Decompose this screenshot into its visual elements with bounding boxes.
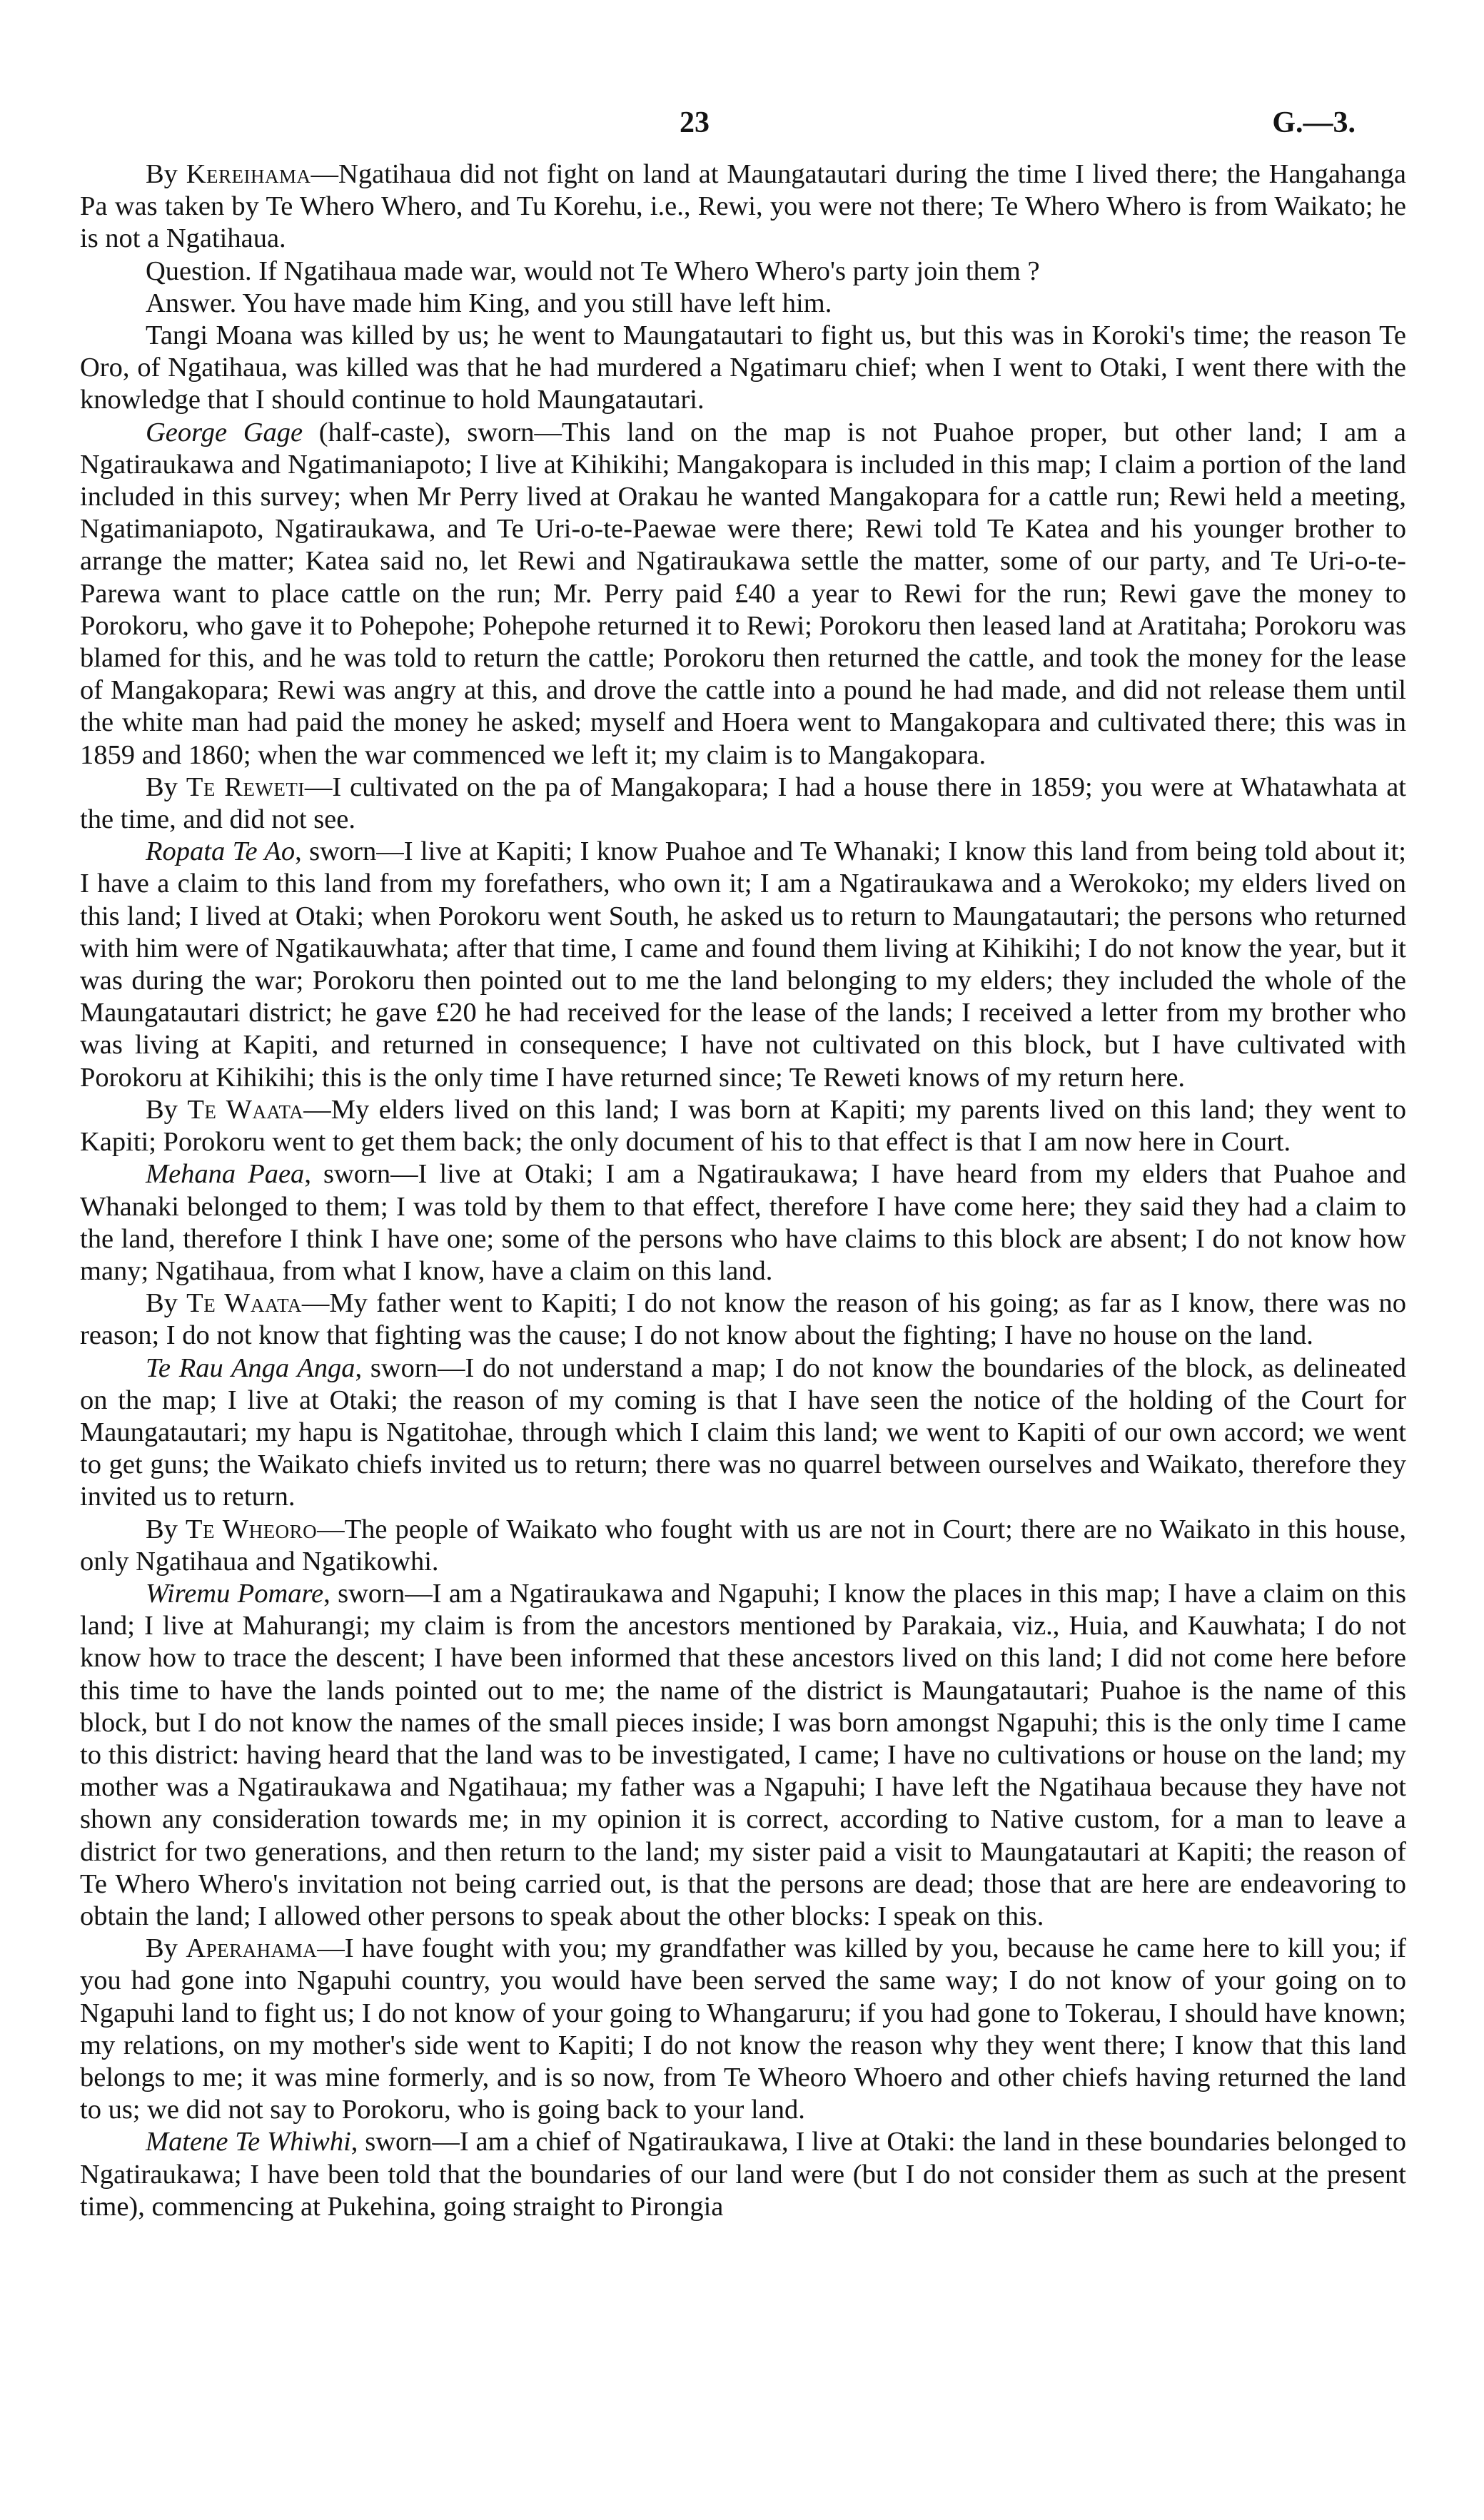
testimony-paragraph: Answer. You have made him King, and you still have left him. xyxy=(146,288,832,318)
speaker-name: Te Waata xyxy=(186,1288,302,1319)
testimony-paragraph: George Gage (half-caste), sworn—This land on the map is not Puahoe proper, but other land; I am a Ngatiraukawa and Ngatimaniapoto; I live at Kihikihi; Mangakopara is included in this map; I claim a portion of the land included in this survey; when Mr Perry lived at Orakau he wanted Mangakopara for a cattle run; Rewi held a meeting, Ngatimaniapoto, Ngatiraukawa, and Te Uri-o-te-Paewae were there; Rewi told Te Katea and his younger brother to arrange the matter; Katea said no, let Rewi and Ngatiraukawa settle the matter, some of our party, and Te Uri-o-te-Parewa want to place cattle on the run; Mr. Perry paid £40 a year to Rewi for the run; Rewi gave the money to Porokoru, who gave it to Pohepohe; Pohepohe returned it to Rewi; Porokoru then leased land at Aratitaha; Porokoru was blamed for this, and he was told to return the cattle; Porokoru then returned the cattle, and took the money for the lease of Mangakopara; Rewi was angry at this, and drove the cattle into a pound he had made, and did not release them until the white man had paid the money he asked; myself and Hoera went to Mangakopara and cultivated there; this was in 1859 and 1860; when the war commenced we left it; my claim is to Mangakopara. xyxy=(80,417,1406,770)
speaker-name: Kereihama xyxy=(186,159,311,189)
testimony-paragraph: Te Rau Anga Anga, sworn—I do not understand a map; I do not know the boundaries of the block, as delineated on the map; I live at Otaki; the reason of my coming is that I have seen the notice of the holding of the Court for Maungatautari; my hapu is Ngatitohae, through which I claim this land; we went to Kapiti of our own accord; we went to get guns; the Waikato chiefs invited us to return; there was no quarrel between ourselves and Waikato, therefore they invited us to return. xyxy=(80,1352,1406,1512)
testimony-paragraph: By Te Waata—My elders lived on this land; I was born at Kapiti; my parents lived on this land; they went to Kapiti; Porokoru went to get them back; the only document of his to that effect is that I am now here in Court. xyxy=(80,1094,1406,1158)
testimony-paragraph: Mehana Paea, sworn—I live at Otaki; I am a Ngatiraukawa; I have heard from my elders that Puahoe and Whanaki belonged to them; I was told by them to that effect, therefore I have come here; they said they had a claim to the land, therefore I think I have one; some of the persons who have claims to this block are absent; I do not know how many; Ngatihaua, from what I know, have a claim on this land. xyxy=(80,1159,1406,1286)
speaker-name: Te Reweti xyxy=(186,771,305,802)
testimony-paragraph: Wiremu Pomare, sworn—I am a Ngatiraukawa and Ngapuhi; I know the places in this map; I have a claim on this land; I live at Mahurangi; my claim is from the ancestors mentioned by Parakaia, viz., Huia, and Kauwhata; I do not know how to trace the descent; I have been informed that these ancestors lived on this land; I did not come here before this time to have the lands pointed out to me; the name of the district is Maungatautari; Puahoe is the name of this block, but I do not know the names of the small pieces inside; I was born amongst Ngapuhi; this is the only time I came to this district: having heard that the land was to be investigated, I came; I have no cultivations or house on the land; my mother was a Ngatiraukawa and Ngatihaua; my father was a Ngapuhi; I have left the Ngatihaua because they have not shown any consideration towards me; in my opinion it is correct, according to Native custom, for a man to leave a district for two generations, and then return to the land; my sister paid a visit to Maungatautari at Kapiti; the reason of Te Whero Whero's invitation not being carried out, is that the persons are dead; those that are here are endeavoring to obtain the land; I allowed other persons to speak about the other blocks: I speak on this. xyxy=(80,1578,1406,1931)
witness-name: George Gage xyxy=(146,417,303,447)
document-body xyxy=(80,158,1406,2223)
testimony-paragraph: By Te Wheoro—The people of Waikato who fought with us are not in Court; there are no Waikato in this house, only Ngatihaua and Ngatikowhi. xyxy=(80,1514,1406,1577)
page-number: 23 xyxy=(680,106,710,139)
document-reference: G.—3. xyxy=(1272,106,1356,139)
testimony-paragraph: By Aperahama—I have fought with you; my grandfather was killed by you, because he came here to kill you; if you had gone into Ngapuhi country, you would have been served the same way; I do not know of your going on to Ngapuhi land to fight us; I do not know of your going to Whangaruru; if you had gone to Tokerau, I should have known; my relations, on my mother's side went to Kapiti; I do not know the reason why they went there; I know that this land belongs to me; it was mine formerly, and is so now, from Te Wheoro Whoero and other chiefs having returned the land to us; we did not say to Porokoru, who is going back to your land. xyxy=(80,1933,1406,2125)
speaker-name: Aperahama xyxy=(186,1933,318,1964)
witness-name: Matene Te Whiwhi xyxy=(146,2127,351,2157)
witness-name: Ropata Te Ao xyxy=(146,836,296,867)
testimony-paragraph: By Te Waata—My father went to Kapiti; I do not know the reason of his going; as far as I know, there was no reason; I do not know that fighting was the cause; I do not know about the fighting; I have no house on the land. xyxy=(80,1288,1406,1351)
speaker-name: Te Wheoro xyxy=(185,1514,318,1544)
witness-name: Wiremu Pomare xyxy=(146,1578,324,1609)
testimony-paragraph: Tangi Moana was killed by us; he went to Maungatautari to fight us, but this was in Koroki's time; the reason Te Oro, of Ngatihaua, was killed was that he had murdered a Ngatimaru chief; when I went to Otaki, I went there with the knowledge that I should continue to hold Maungatautari. xyxy=(80,320,1406,415)
testimony-paragraph: By Te Reweti—I cultivated on the pa of Mangakopara; I had a house there in 1859; you were at Whatawhata at the time, and did not see. xyxy=(80,771,1406,835)
testimony-paragraph: Ropata Te Ao, sworn—I live at Kapiti; I know Puahoe and Te Whanaki; I know this land from being told about it; I have a claim to this land from my forefathers, who own it; I am a Ngatiraukawa and a Werokoko; my elders lived on this land; I lived at Otaki; when Porokoru went South, he asked us to return to Maungatautari; the persons who returned with him were of Ngatikauwhata; after that time, I came and found them living at Kihikihi; I do not know the year, but it was during the war; Porokoru then pointed out to me the land belonging to my elders; they included the whole of the Maungatautari district; he gave £20 he had received for the lease of the lands; I received a letter from my brother who was living at Kapiti, and returned in consequence; I have not cultivated on this block, but I have cultivated with Porokoru at Kihikihi; this is the only time I have returned since; Te Reweti knows of my return here. xyxy=(80,836,1406,1093)
witness-name: Te Rau Anga Anga xyxy=(146,1352,355,1383)
page-header xyxy=(0,106,1484,148)
testimony-paragraph: By Kereihama—Ngatihaua did not fight on land at Maungatautari during the time I lived there; the Hangahanga Pa was taken by Te Whero Whero, and Tu Korehu, i.e., Rewi, you were not there; Te Whero Whero is from Waikato; he is not a Ngatihaua. xyxy=(80,159,1406,254)
witness-name: Mehana Paea xyxy=(146,1159,305,1190)
testimony-paragraph: Question. If Ngatihaua made war, would not Te Whero Whero's party join them ? xyxy=(146,255,1040,286)
testimony-paragraph: Matene Te Whiwhi, sworn—I am a chief of Ngatiraukawa, I live at Otaki: the land in these boundaries belonged to Ngatiraukawa; I have been told that the boundaries of our land were (but I do not consider them as such at the present time), commencing at Pukehina, going straight to Pirongia xyxy=(80,2127,1406,2222)
speaker-name: Te Waata xyxy=(187,1094,304,1125)
